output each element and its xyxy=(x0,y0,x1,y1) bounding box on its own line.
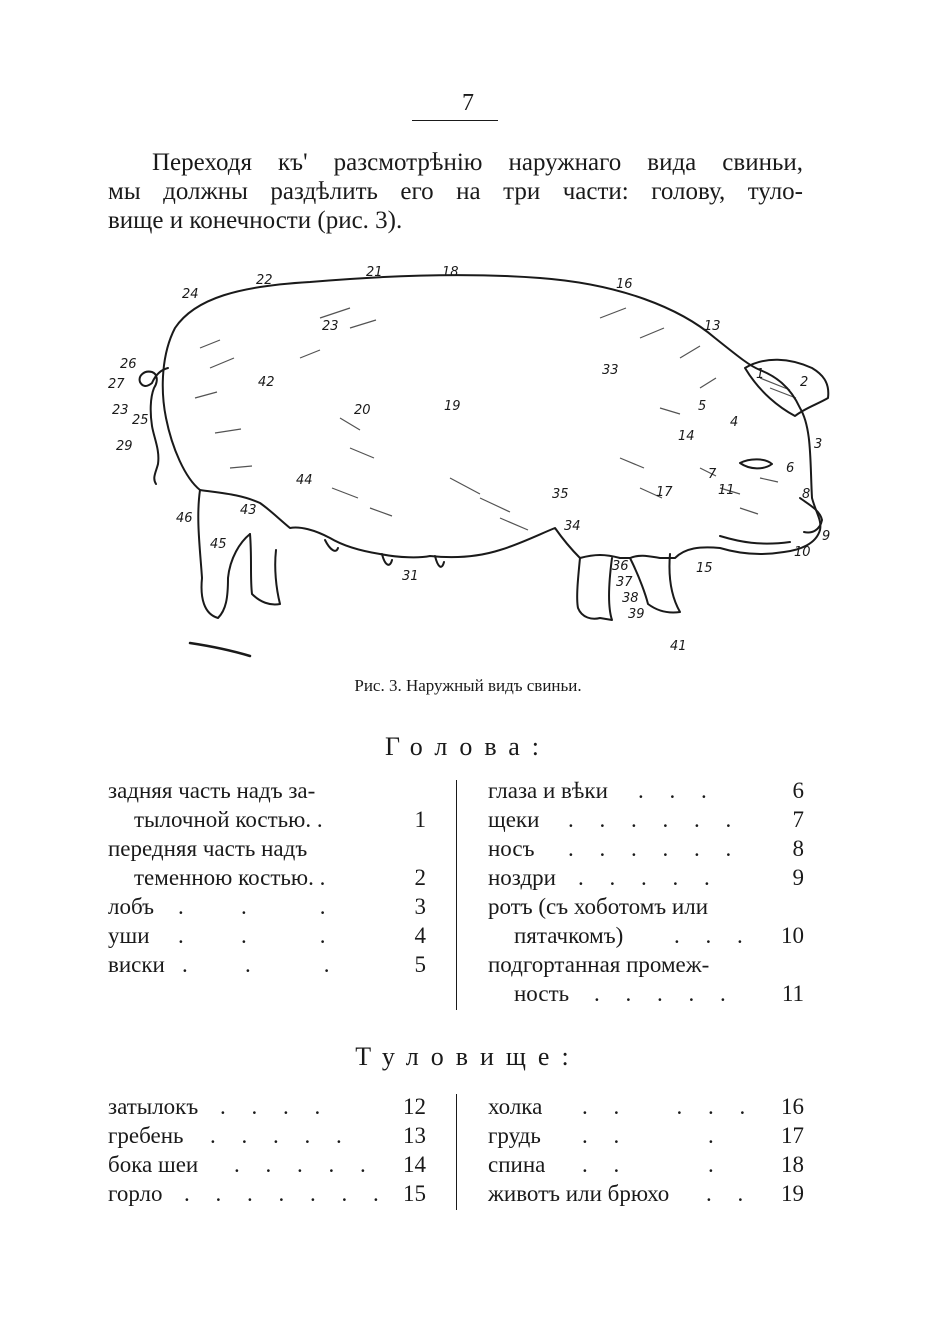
figure-label: 42 xyxy=(258,375,275,390)
intro-line-3: вище и конечности (рис. 3). xyxy=(108,207,403,234)
list-item xyxy=(488,950,804,979)
trunk-list-left xyxy=(108,1092,426,1208)
figure-label: 8 xyxy=(802,487,811,502)
item-number: 15 xyxy=(403,1181,426,1206)
item-number: 3 xyxy=(414,894,426,919)
page-number-rule xyxy=(412,120,498,121)
item-number: 6 xyxy=(792,778,804,803)
item-label: подгортанная промеж- xyxy=(488,952,710,977)
item-number: 1 xyxy=(414,807,426,832)
pig-hind-leg-2 xyxy=(250,534,280,605)
figure-label: 35 xyxy=(552,487,569,502)
figure-label: 3 xyxy=(814,437,823,452)
column-divider xyxy=(456,780,457,1010)
item-number: 10 xyxy=(781,923,804,948)
page-number: 7 xyxy=(462,90,474,116)
item-label: задняя часть надъ за- xyxy=(108,778,316,803)
figure-label: 16 xyxy=(616,277,633,292)
list-item xyxy=(488,863,804,892)
figure-label: 34 xyxy=(564,519,581,534)
item-number: 13 xyxy=(403,1123,426,1148)
item-label: спина xyxy=(488,1152,546,1177)
item-label: передняя часть надъ xyxy=(108,836,308,861)
list-item xyxy=(108,1092,426,1121)
column-divider xyxy=(456,1094,457,1210)
list-item xyxy=(488,776,804,805)
item-label: ноздри xyxy=(488,865,556,890)
item-label: лобъ xyxy=(108,894,154,919)
figure-caption: Рис. 3. Наружный видъ свиньи. xyxy=(354,676,582,695)
figure-label: 15 xyxy=(696,561,713,576)
item-label: пятачкомъ) xyxy=(514,923,624,948)
trunk-list-right xyxy=(488,1092,804,1208)
section-heading-head: Голова: xyxy=(384,732,552,761)
item-number: 2 xyxy=(414,865,426,890)
leader-dots: . . . . . xyxy=(210,1123,352,1148)
list-item xyxy=(108,950,426,979)
leader-dots: . . . . . xyxy=(234,1152,376,1177)
item-label: глаза и вѣки xyxy=(488,778,608,803)
leader-dots: . . . . . xyxy=(582,1094,756,1119)
figure-label: 44 xyxy=(296,473,313,488)
intro-paragraph xyxy=(108,148,803,235)
figure-label: 20 xyxy=(354,403,371,418)
figure-labels xyxy=(108,265,830,654)
figure-label: 4 xyxy=(730,415,739,430)
list-item xyxy=(108,863,426,892)
figure-label: 33 xyxy=(602,363,619,378)
figure-label: 9 xyxy=(822,529,831,544)
leader-dots: . . . xyxy=(178,923,336,948)
item-label: гребень xyxy=(108,1123,184,1148)
item-number: 7 xyxy=(792,807,804,832)
figure-label: 36 xyxy=(612,559,629,574)
list-item xyxy=(108,834,426,863)
figure-label: 27 xyxy=(108,377,125,392)
item-label: теменною костью. . xyxy=(134,865,326,890)
figure-label: 22 xyxy=(256,273,273,288)
item-number: 12 xyxy=(403,1094,426,1119)
figure-label: 31 xyxy=(402,569,419,584)
leader-dots: . . . xyxy=(582,1123,724,1148)
figure-label: 19 xyxy=(444,399,461,414)
item-label: горло xyxy=(108,1181,163,1206)
figure-label: 18 xyxy=(442,265,459,280)
leader-dots: . . xyxy=(706,1181,754,1206)
leader-dots: . . . . . xyxy=(578,865,720,890)
item-number: 8 xyxy=(792,836,804,861)
item-number: 11 xyxy=(781,981,804,1006)
figure-label: 13 xyxy=(704,319,721,334)
figure-label: 10 xyxy=(794,545,811,560)
figure-label: 1 xyxy=(756,367,765,382)
head-list-left xyxy=(108,776,426,979)
intro-line-2: мы должны раздѣлить его на три части: голову, туло- xyxy=(108,178,803,205)
item-label: ность xyxy=(514,981,570,1006)
list-item xyxy=(488,834,804,863)
list-item xyxy=(488,1092,804,1121)
figure-label: 24 xyxy=(182,287,199,302)
item-label: виски xyxy=(108,952,165,977)
item-number: 18 xyxy=(781,1152,804,1177)
pig-eye xyxy=(740,459,772,468)
section-heading-trunk: Туловище: xyxy=(355,1042,581,1071)
figure-label: 38 xyxy=(622,591,639,606)
figure-label: 14 xyxy=(678,429,695,444)
leader-dots: . . . xyxy=(178,894,336,919)
item-number: 5 xyxy=(414,952,426,977)
list-item xyxy=(488,892,804,921)
item-label: ротъ (съ хоботомъ или xyxy=(488,894,709,919)
leader-dots: . . . xyxy=(638,778,717,803)
figure-label: 7 xyxy=(708,467,717,482)
list-item xyxy=(488,979,804,1008)
item-label: щеки xyxy=(488,807,540,832)
item-number: 19 xyxy=(781,1181,804,1206)
list-item xyxy=(108,921,426,950)
list-item xyxy=(488,1150,804,1179)
pig-front-leg-1 xyxy=(577,558,612,620)
figure-label: 23 xyxy=(112,403,129,418)
item-label: тылочной костью. . xyxy=(134,807,323,832)
item-number: 4 xyxy=(414,923,426,948)
list-item xyxy=(488,1121,804,1150)
list-item xyxy=(488,1179,804,1208)
item-number: 9 xyxy=(792,865,804,890)
leader-dots: . . . xyxy=(182,952,340,977)
list-item xyxy=(108,805,426,834)
leader-dots: . . . . . . . xyxy=(184,1181,389,1206)
leader-dots: . . . . . . xyxy=(568,836,742,861)
pig-figure xyxy=(100,258,840,668)
figure-label: 29 xyxy=(116,439,133,454)
intro-line-1: Переходя къ' разсмотрѣнію наружнаго вида свиньи, xyxy=(152,149,803,176)
figure-label: 23 xyxy=(322,319,339,334)
list-item xyxy=(108,1179,426,1208)
item-label: бока шеи xyxy=(108,1152,199,1177)
leader-dots: . . . . xyxy=(220,1094,331,1119)
item-number: 17 xyxy=(781,1123,804,1148)
item-number: 16 xyxy=(781,1094,804,1119)
item-label: уши xyxy=(108,923,150,948)
figure-label: 46 xyxy=(176,511,193,526)
figure-label: 45 xyxy=(210,537,227,552)
item-label: холка xyxy=(488,1094,543,1119)
item-label: носъ xyxy=(488,836,535,861)
leader-dots: . . . xyxy=(582,1152,724,1177)
head-list-right xyxy=(488,776,804,1008)
list-item xyxy=(108,892,426,921)
item-label: грудь xyxy=(488,1123,541,1148)
figure-label: 21 xyxy=(366,265,383,280)
list-item xyxy=(108,776,426,805)
figure-label: 37 xyxy=(616,575,633,590)
figure-label: 41 xyxy=(670,639,687,654)
leader-dots: . . . . . xyxy=(594,981,736,1006)
figure-label: 5 xyxy=(698,399,707,414)
list-item xyxy=(108,1121,426,1150)
figure-label: 43 xyxy=(240,503,257,518)
list-item xyxy=(488,921,804,950)
list-item xyxy=(108,1150,426,1179)
pig-body-outline xyxy=(163,275,821,558)
item-label: затылокъ xyxy=(108,1094,199,1119)
leader-dots: . . . . . . xyxy=(568,807,742,832)
figure-label: 17 xyxy=(656,485,673,500)
figure-label: 25 xyxy=(132,413,149,428)
figure-label: 26 xyxy=(120,357,137,372)
leader-dots: . . . xyxy=(674,923,753,948)
item-label: животъ или брюхо xyxy=(488,1181,670,1206)
item-number: 14 xyxy=(403,1152,426,1177)
pig-illustration xyxy=(100,258,840,668)
figure-label: 2 xyxy=(800,375,809,390)
figure-label: 39 xyxy=(628,607,645,622)
list-item xyxy=(488,805,804,834)
figure-label: 6 xyxy=(786,461,795,476)
figure-label: 11 xyxy=(718,483,735,498)
